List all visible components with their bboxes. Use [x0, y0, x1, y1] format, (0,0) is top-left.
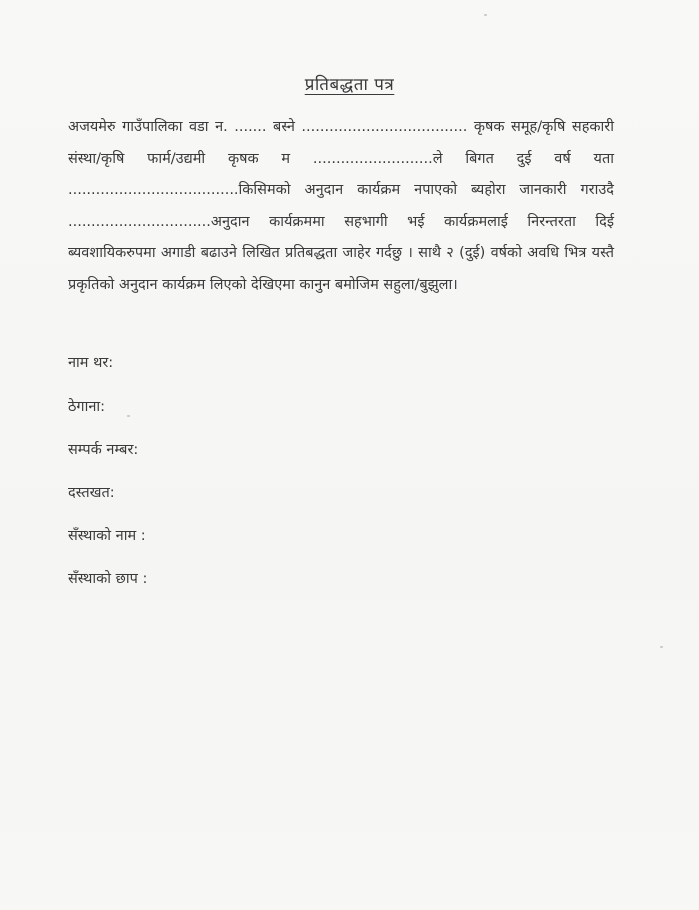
- document-title: प्रतिबद्धता पत्र: [304, 75, 395, 95]
- scan-speck: [660, 646, 663, 648]
- signature-field-label: दस्तखत:: [68, 485, 115, 501]
- scan-speck: [127, 415, 130, 417]
- scan-speck: [484, 14, 487, 16]
- contact-number-field-label: सम्पर्क नम्बर:: [68, 442, 139, 458]
- address-field-label: ठेगाना:: [68, 399, 106, 415]
- commitment-paragraph: अजयमेरु गाउँपालिका वडा न. ....... बस्ने .................................... कृषक समूह/कृषि सहकारी संस्था/कृषि फार्म/उद्यमी कृषक म ..........................ले बिगत दुई वर्ष यता .....................................किसिमको अनुदान कार्यक्रम नपाएको ब्यहोरा जानकारी गराउदै ...............................अनुदान कार्यक्रममा सहभागी भई कार्यक्रमलाई निरन्तरता दिई ब्यवशायिकरुपमा अगाडी बढाउने लिखित प्रतिबद्धता जाहेर गर्दछु । साथै २ (दुई) वर्षको अवधि भित्र यस्तै प्रकृतिको अनुदान कार्यक्रम लिएको देखिएमा कानुन बमोजिम सहुला/बुझुला।: [68, 119, 614, 293]
- organization-seal-field-label: सँस्थाको छाप :: [68, 571, 148, 587]
- name-field-label: नाम थर:: [68, 355, 114, 371]
- organization-name-field-label: सँस्थाको नाम :: [68, 528, 146, 544]
- document-title-container: [0, 72, 699, 95]
